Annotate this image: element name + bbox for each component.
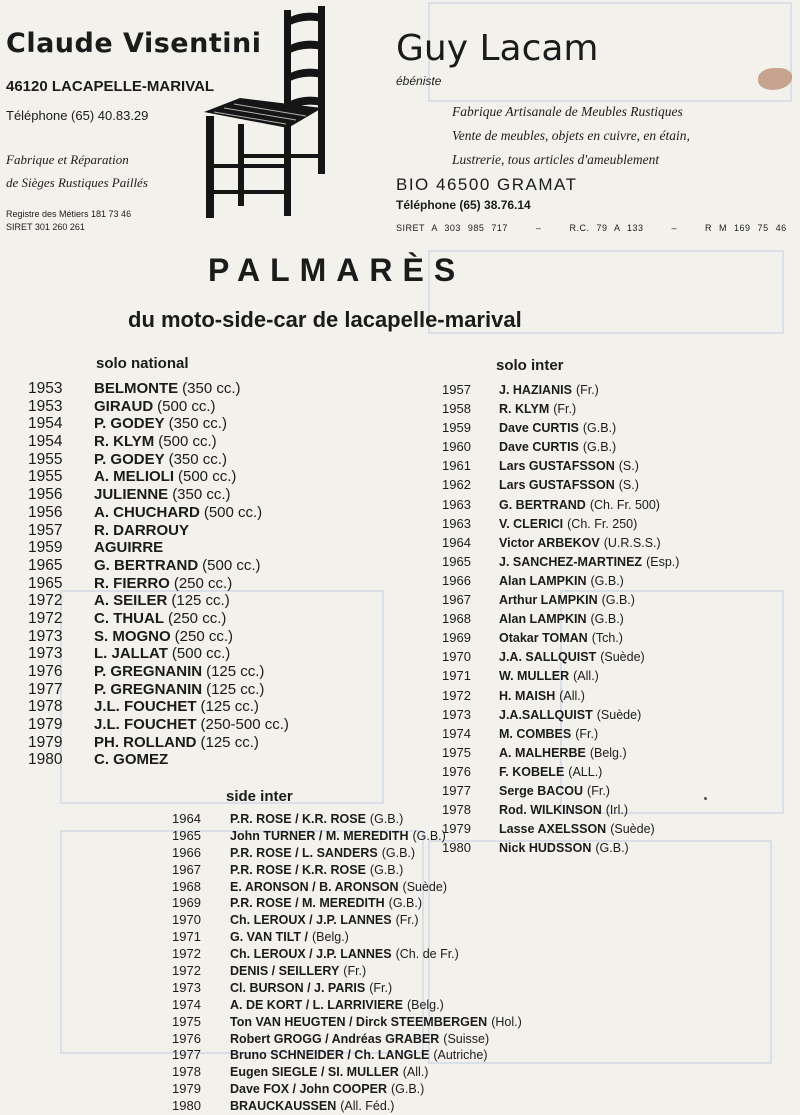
- entry-year: 1972: [172, 946, 201, 962]
- lacam-profession: ébéniste: [396, 74, 442, 88]
- entry-name: Alan LAMPKIN: [499, 573, 587, 588]
- entry-name: G. VAN TILT /: [230, 930, 309, 945]
- entry-detail: (G.B.): [595, 841, 629, 856]
- list-item: [172, 912, 522, 929]
- separator: –: [671, 223, 678, 233]
- entry-detail: (Fr.): [587, 783, 610, 798]
- entry-name: P. GREGNANIN: [94, 680, 203, 698]
- entry-name: Ton VAN HEUGTEN / Dirck STEEMBERGEN: [230, 1014, 488, 1029]
- visentini-activity: [6, 148, 206, 194]
- entry-year: 1964: [442, 534, 471, 550]
- entry-name: G. BERTRAND: [499, 497, 586, 512]
- entry-year: 1958: [442, 401, 471, 417]
- entry-name: Serge BACOU: [499, 783, 584, 798]
- entry-name: Ch. LEROUX / J.P. LANNES: [230, 947, 392, 962]
- entry-detail: (G.B.): [390, 1082, 425, 1097]
- list-item: [442, 630, 679, 649]
- entry-detail: (Fr.): [575, 383, 599, 397]
- entry-detail: (125 cc.): [171, 592, 230, 610]
- lacam-rc: R.C. 79 A 133: [569, 223, 644, 233]
- entry-year: 1962: [442, 477, 471, 493]
- entry-name: Cl. BURSON / J. PARIS: [230, 980, 366, 995]
- list-item: [28, 380, 289, 398]
- list-item: [28, 698, 289, 716]
- entry-year: 1974: [172, 996, 201, 1012]
- list-item: [172, 862, 522, 879]
- solo-national-heading: solo national: [96, 355, 189, 372]
- solo-national-list: [28, 380, 289, 769]
- entry-detail: (All.): [402, 1065, 429, 1080]
- list-item: [28, 468, 289, 486]
- list-item: [442, 535, 679, 554]
- list-item: [442, 554, 679, 573]
- entry-name: P. GREGNANIN: [94, 663, 203, 680]
- list-item: [28, 539, 289, 557]
- entry-name: F. KOBELE: [499, 764, 565, 779]
- list-item: [442, 592, 679, 611]
- entry-year: 1972: [172, 963, 201, 979]
- list-item: [442, 726, 679, 745]
- entry-year: 1973: [172, 979, 201, 995]
- entry-year: 1976: [442, 763, 471, 779]
- entry-name: AGUIRRE: [94, 539, 164, 557]
- entry-detail: (Belg.): [589, 745, 627, 760]
- entry-name: J.A. SALLQUIST: [499, 650, 597, 665]
- entry-detail: (S.): [618, 478, 639, 493]
- entry-detail: (500 cc.): [157, 397, 216, 415]
- list-item: [442, 764, 679, 783]
- entry-year: 1965: [172, 827, 201, 843]
- entry-detail: (G.B.): [582, 440, 617, 455]
- list-item: [442, 688, 679, 707]
- entry-name: Alan LAMPKIN: [499, 612, 587, 627]
- entry-year: 1976: [172, 1030, 201, 1046]
- entry-detail: (500 cc.): [178, 468, 237, 486]
- lacam-identifiers: [396, 223, 787, 233]
- list-item: [172, 963, 522, 980]
- entry-name: P.R. ROSE / L. SANDERS: [230, 845, 378, 860]
- list-item: [28, 557, 289, 575]
- entry-year: 1975: [172, 1013, 201, 1029]
- entry-year: 1955: [28, 468, 63, 486]
- entry-detail: (Suède): [610, 822, 655, 837]
- entry-year: 1980: [28, 751, 63, 769]
- visentini-registry: [6, 208, 131, 234]
- entry-year: 1972: [28, 609, 63, 627]
- entry-name: Lars GUSTAFSSON: [499, 478, 615, 493]
- entry-name: M. COMBES: [499, 726, 572, 741]
- entry-year: 1963: [442, 496, 471, 512]
- entry-name: Otakar TOMAN: [499, 631, 588, 646]
- list-item: [172, 1081, 522, 1098]
- entry-detail: (Fr.): [343, 964, 367, 979]
- list-item: [442, 611, 679, 630]
- entry-detail: (500 cc.): [158, 433, 217, 451]
- entry-detail: (G.B.): [601, 593, 635, 608]
- page-subtitle: du moto-side-car de lacapelle-marival: [128, 307, 522, 332]
- entry-name: Ch. LEROUX / J.P. LANNES: [230, 913, 392, 928]
- entry-detail: (All. Féd.): [340, 1099, 395, 1114]
- entry-name: GIRAUD: [94, 397, 154, 415]
- visentini-registry-line: Registre des Métiers 181 73 46: [6, 209, 132, 219]
- entry-name: L. JALLAT: [94, 645, 168, 663]
- entry-year: 1972: [442, 687, 471, 703]
- entry-detail: (Belg.): [406, 997, 444, 1012]
- entry-year: 1968: [172, 878, 201, 894]
- list-item: [28, 486, 289, 504]
- entry-year: 1977: [442, 782, 471, 798]
- list-item: [28, 433, 289, 451]
- entry-detail: (125 cc.): [206, 680, 265, 698]
- lacam-phone: Téléphone (65) 38.76.14: [396, 198, 531, 212]
- entry-year: 1956: [28, 503, 63, 521]
- entry-year: 1976: [28, 663, 63, 680]
- entry-name: Lars GUSTAFSSON: [499, 459, 615, 474]
- visentini-address: 46120 LACAPELLE-MARIVAL: [6, 78, 215, 95]
- entry-detail: (125 cc.): [206, 663, 265, 680]
- list-item: [172, 895, 522, 912]
- entry-detail: (Ch. Fr. 250): [567, 516, 638, 531]
- entry-name: J. HAZIANIS: [499, 383, 572, 397]
- entry-year: 1965: [28, 556, 63, 574]
- entry-name: John TURNER / M. MEREDITH: [230, 828, 409, 843]
- list-item: [28, 610, 289, 628]
- entry-name: A. DE KORT / L. LARRIVIERE: [230, 997, 403, 1012]
- entry-name: R. FIERRO: [94, 574, 170, 592]
- entry-detail: (Suède): [402, 879, 448, 894]
- entry-year: 1957: [28, 521, 63, 539]
- list-item: [28, 628, 289, 646]
- entry-detail: (125 cc.): [200, 733, 259, 751]
- entry-year: 1979: [442, 821, 471, 837]
- entry-year: 1969: [442, 630, 471, 646]
- list-item: [442, 477, 679, 496]
- entry-detail: (Irl.): [605, 803, 628, 818]
- entry-year: 1953: [28, 397, 63, 415]
- entry-year: 1960: [442, 439, 471, 455]
- entry-detail: (250-500 cc.): [200, 716, 289, 734]
- entry-detail: (All.): [573, 669, 599, 684]
- entry-name: G. BERTRAND: [94, 556, 199, 574]
- entry-year: 1959: [28, 539, 63, 557]
- entry-name: A. MALHERBE: [499, 745, 586, 760]
- ink-dot: [704, 797, 707, 800]
- entry-detail: (Fr.): [395, 913, 419, 928]
- entry-year: 1970: [442, 649, 471, 665]
- solo-inter-list: [442, 382, 679, 859]
- list-item: [442, 516, 679, 535]
- entry-name: C. GOMEZ: [94, 751, 169, 769]
- entry-year: 1980: [172, 1098, 201, 1114]
- list-item: [442, 668, 679, 687]
- entry-detail: (125 cc.): [200, 698, 259, 716]
- list-item: [28, 451, 289, 469]
- entry-name: BRAUCKAUSSEN: [230, 1099, 337, 1114]
- entry-name: P.R. ROSE / K.R. ROSE: [230, 812, 366, 826]
- entry-detail: (250 cc.): [168, 609, 227, 627]
- entry-year: 1959: [442, 420, 471, 436]
- entry-year: 1963: [442, 515, 471, 531]
- entry-year: 1966: [442, 572, 471, 588]
- entry-name: BELMONTE: [94, 380, 179, 397]
- list-item: [172, 811, 522, 828]
- entry-detail: (Hol.): [491, 1014, 522, 1029]
- entry-detail: (250 cc.): [174, 627, 234, 645]
- entry-name: Rod. WILKINSON: [499, 803, 602, 818]
- lacam-address: BIO 46500 GRAMAT: [396, 175, 578, 194]
- list-item: [172, 828, 522, 845]
- list-item: [442, 649, 679, 668]
- list-item: [442, 497, 679, 516]
- list-item: [28, 504, 289, 522]
- entry-name: H. MAISH: [499, 688, 556, 703]
- entry-name: J.L. FOUCHET: [94, 716, 197, 734]
- list-item: [172, 1014, 522, 1031]
- list-item: [172, 1031, 522, 1048]
- entry-name: V. CLERICI: [499, 516, 564, 531]
- entry-detail: (Ch. Fr. 500): [589, 497, 660, 512]
- solo-inter-heading: solo inter: [496, 357, 564, 374]
- entry-name: P.R. ROSE / M. MEREDITH: [230, 896, 385, 911]
- entry-year: 1973: [442, 706, 471, 722]
- list-item: [442, 439, 679, 458]
- entry-name: C. THUAL: [94, 609, 164, 627]
- list-item: [172, 1064, 522, 1081]
- list-item: [442, 420, 679, 439]
- entry-detail: (500 cc.): [171, 645, 231, 663]
- entry-name: P.R. ROSE / K.R. ROSE: [230, 862, 366, 877]
- entry-detail: (G.B.): [582, 421, 617, 436]
- entry-detail: (Ch. de Fr.): [395, 947, 459, 962]
- entry-detail: (350 cc.): [168, 450, 227, 468]
- entry-year: 1977: [172, 1047, 201, 1063]
- entry-year: 1968: [442, 611, 471, 627]
- entry-name: PH. ROLLAND: [94, 733, 197, 751]
- entry-detail: (G.B.): [590, 573, 624, 588]
- entry-detail: (G.B.): [381, 845, 416, 860]
- entry-year: 1980: [442, 840, 471, 856]
- list-item: [442, 745, 679, 764]
- entry-name: J.L. FOUCHET: [94, 698, 197, 716]
- entry-name: P. GODEY: [94, 415, 165, 433]
- entry-name: Dave FOX / John COOPER: [230, 1082, 387, 1097]
- list-item: [28, 681, 289, 699]
- list-item: [172, 1047, 522, 1064]
- entry-detail: (500 cc.): [203, 503, 263, 521]
- list-item: [442, 382, 679, 401]
- entry-name: A. MELIOLI: [94, 468, 174, 486]
- entry-year: 1977: [28, 680, 63, 698]
- entry-year: 1966: [172, 844, 201, 860]
- entry-detail: (Tch.): [591, 631, 623, 646]
- list-item: [28, 592, 289, 610]
- side-inter-list: [172, 811, 522, 1115]
- entry-name: DENIS / SEILLERY: [230, 964, 340, 979]
- entry-name: Nick HUDSSON: [499, 841, 592, 856]
- list-item: [172, 980, 522, 997]
- entry-detail: (ALL.): [568, 764, 603, 779]
- entry-detail: (U.R.S.S.): [603, 535, 661, 550]
- visentini-activity-line: Fabrique et Réparation: [6, 152, 129, 167]
- list-item: [172, 879, 522, 896]
- entry-detail: (500 cc.): [202, 556, 261, 574]
- lacam-activity: [452, 100, 752, 172]
- entry-detail: (Autriche): [433, 1048, 488, 1063]
- entry-year: 1973: [28, 627, 63, 645]
- entry-detail: (Suède): [600, 650, 645, 665]
- entry-name: Victor ARBEKOV: [499, 535, 600, 550]
- entry-year: 1979: [172, 1081, 201, 1097]
- entry-detail: (250 cc.): [173, 574, 233, 592]
- entry-name: R. KLYM: [499, 402, 550, 417]
- entry-name: R. KLYM: [94, 433, 155, 451]
- entry-name: P. GODEY: [94, 450, 165, 468]
- entry-detail: (Fr.): [553, 402, 577, 417]
- entry-name: S. MOGNO: [94, 627, 171, 645]
- list-item: [28, 663, 289, 681]
- entry-name: E. ARONSON / B. ARONSON: [230, 879, 399, 894]
- lacam-name: Guy Lacam: [396, 28, 599, 69]
- entry-year: 1971: [172, 929, 201, 945]
- rustic-chair-illustration: [200, 4, 340, 222]
- entry-name: J. SANCHEZ-MARTINEZ: [499, 554, 643, 569]
- entry-detail: (G.B.): [369, 862, 404, 877]
- entry-year: 1978: [442, 802, 471, 818]
- entry-year: 1961: [442, 458, 471, 474]
- entry-detail: (Fr.): [575, 726, 599, 741]
- list-item: [172, 946, 522, 963]
- entry-detail: (G.B.): [369, 812, 404, 826]
- entry-name: Bruno SCHNEIDER / Ch. LANGLE: [230, 1048, 430, 1063]
- entry-year: 1972: [28, 592, 63, 610]
- entry-year: 1954: [28, 433, 63, 451]
- list-item: [442, 783, 679, 802]
- entry-name: W. MULLER: [499, 669, 570, 684]
- lacam-activity-line: Vente de meubles, objets en cuivre, en étain,: [452, 128, 690, 143]
- list-item: [172, 997, 522, 1014]
- lacam-activity-line: Fabrique Artisanale de Meubles Rustiques: [452, 104, 683, 119]
- entry-detail: (Fr.): [369, 980, 393, 995]
- list-item: [28, 522, 289, 540]
- visentini-phone: Téléphone (65) 40.83.29: [6, 108, 149, 123]
- list-item: [28, 575, 289, 593]
- entry-year: 1979: [28, 733, 63, 751]
- visentini-activity-line: de Sièges Rustiques Paillés: [6, 175, 148, 190]
- entry-year: 1979: [28, 716, 63, 734]
- visentini-name: Claude Visentini: [6, 28, 262, 59]
- lacam-siret: SIRET A 303 985 717: [396, 223, 508, 233]
- lacam-activity-line: Lustrerie, tous articles d'ameublement: [452, 152, 660, 167]
- entry-year: 1953: [28, 380, 63, 397]
- entry-year: 1957: [442, 382, 471, 397]
- entry-name: J.A.SALLQUIST: [499, 707, 593, 722]
- entry-year: 1965: [442, 553, 471, 569]
- list-item: [442, 573, 679, 592]
- entry-detail: (Esp.): [646, 554, 680, 569]
- list-item: [28, 398, 289, 416]
- entry-detail: (Belg.): [312, 930, 349, 945]
- entry-detail: (G.B.): [412, 828, 446, 843]
- entry-detail: (350 cc.): [168, 415, 227, 433]
- entry-detail: (G.B.): [388, 896, 422, 911]
- entry-name: JULIENNE: [94, 486, 169, 504]
- entry-year: 1970: [172, 912, 201, 928]
- entry-name: Lasse AXELSSON: [499, 822, 607, 837]
- entry-detail: (All.): [559, 688, 585, 703]
- entry-name: Arthur LAMPKIN: [499, 593, 598, 608]
- list-item: [172, 845, 522, 862]
- entry-year: 1978: [172, 1064, 201, 1080]
- entry-detail: (Suède): [596, 707, 642, 722]
- entry-detail: (Suisse): [443, 1031, 490, 1046]
- entry-year: 1954: [28, 415, 63, 433]
- entry-detail: (350 cc.): [172, 486, 231, 504]
- entry-year: 1974: [442, 725, 471, 741]
- entry-name: Robert GROGG / Andréas GRABER: [230, 1031, 440, 1046]
- entry-name: Dave CURTIS: [499, 421, 579, 436]
- side-inter-heading: side inter: [226, 788, 293, 805]
- entry-year: 1971: [442, 668, 471, 684]
- entry-year: 1975: [442, 744, 471, 760]
- list-item: [442, 401, 679, 420]
- page-title: PALMARÈS: [208, 252, 466, 288]
- list-item: [172, 1098, 522, 1115]
- list-item: [28, 645, 289, 663]
- entry-year: 1964: [172, 811, 201, 826]
- entry-year: 1967: [172, 861, 201, 877]
- entry-year: 1969: [172, 895, 201, 911]
- entry-name: R. DARROUY: [94, 521, 190, 539]
- separator: –: [535, 223, 542, 233]
- entry-year: 1973: [28, 645, 63, 663]
- list-item: [442, 707, 679, 726]
- entry-year: 1956: [28, 486, 63, 504]
- entry-detail: (G.B.): [590, 612, 624, 627]
- entry-detail: (350 cc.): [182, 380, 241, 397]
- entry-name: Dave CURTIS: [499, 440, 579, 455]
- list-item: [28, 415, 289, 433]
- list-item: [442, 458, 679, 477]
- list-item: [28, 751, 289, 769]
- list-item: [172, 929, 522, 946]
- entry-name: A. CHUCHARD: [94, 503, 200, 521]
- entry-year: 1965: [28, 574, 63, 592]
- list-item: [28, 716, 289, 734]
- entry-year: 1967: [442, 592, 471, 608]
- lacam-rm: R M 169 75 46: [705, 223, 787, 233]
- list-item: [28, 734, 289, 752]
- entry-name: A. SEILER: [94, 592, 168, 610]
- entry-year: 1978: [28, 698, 63, 716]
- visentini-registry-line: SIRET 301 260 261: [6, 222, 85, 232]
- entry-name: Eugen SIEGLE / SI. MULLER: [230, 1065, 399, 1080]
- entry-detail: (S.): [618, 459, 639, 474]
- entry-year: 1955: [28, 450, 63, 468]
